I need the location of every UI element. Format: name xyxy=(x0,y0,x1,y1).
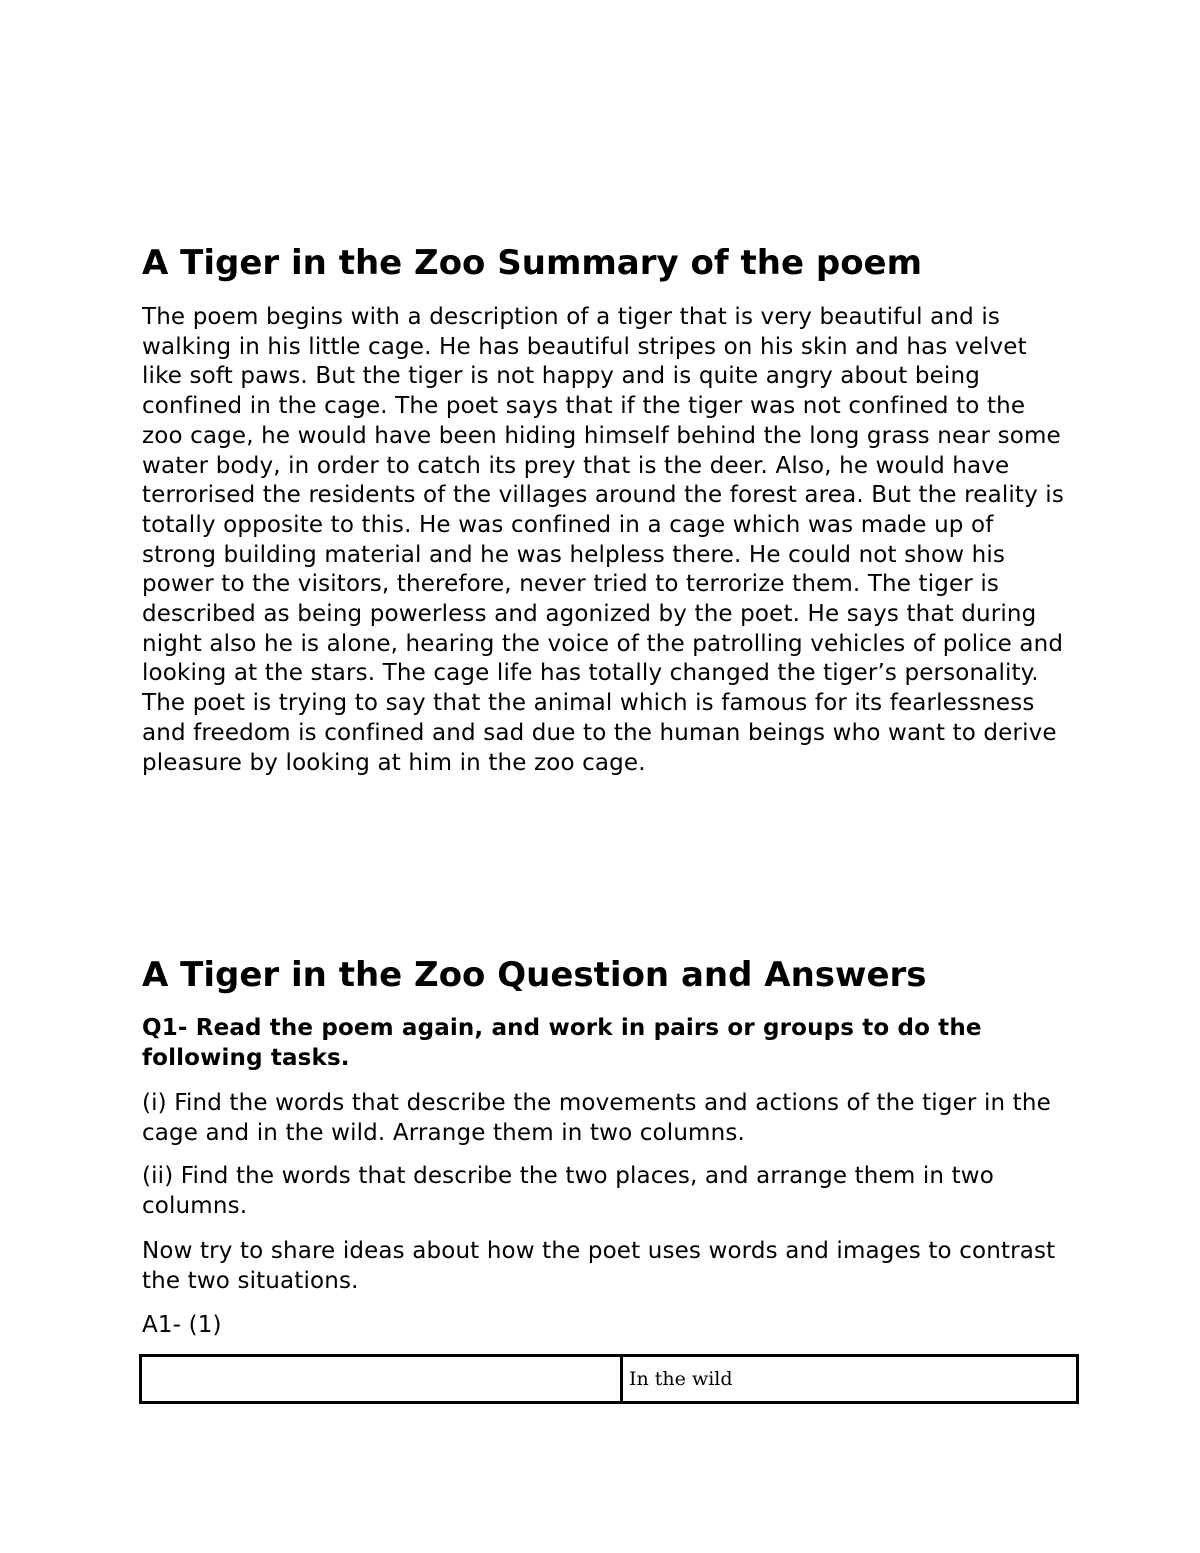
table-cell-in-cage xyxy=(141,1356,622,1403)
contrast-prompt: Now try to share ideas about how the poet uses words and images to contrast the two situations. xyxy=(142,1238,1056,1294)
summary-heading: A Tiger in the Zoo Summary of the poem xyxy=(142,243,923,283)
table-cell-in-wild: In the wild xyxy=(622,1356,1078,1403)
answer-table xyxy=(139,1354,1079,1404)
question-1: Q1- Read the poem again, and work in pairs or groups to do the following tasks. xyxy=(142,1015,982,1071)
qa-heading: A Tiger in the Zoo Question and Answers xyxy=(142,955,927,995)
task-2: (ii) Find the words that describe the two places, and arrange them in two columns. xyxy=(142,1163,994,1219)
table-row xyxy=(141,1356,1078,1403)
summary-body: The poem begins with a description of a tiger that is very beautiful and is walking in his little cage. He has beautiful stripes on his skin and has velvet like soft paws. But the tiger is not happy and is quite angry about being confined in the cage. The poet says that if the tiger was not confined to the zoo cage, he would have been hiding himself behind the long grass near some water body, in order to catch its prey that is the deer. Also, he would have terrorised the residents of the villages around the forest area. But the reality is totally opposite to this. He was confined in a cage which was made up of strong building material and he was helpless there. He could not show his power to the visitors, therefore, never tried to terrorize them. The tiger is described as being powerless and agonized by the poet. He says that during night also he is alone, hearing the voice of the patrolling vehicles of police and looking at the stars. The cage life has totally changed the tiger’s personality. The poet is trying to say that the animal which is famous for its fearlessness and freedom is confined and sad due to the human beings who want to derive pleasure by looking at him in the zoo cage. xyxy=(142,304,1064,776)
answer-label: A1- (1) xyxy=(142,1312,222,1338)
task-1: (i) Find the words that describe the movements and actions of the tiger in the cage and in the wild. Arrange them in two columns. xyxy=(142,1090,1051,1146)
